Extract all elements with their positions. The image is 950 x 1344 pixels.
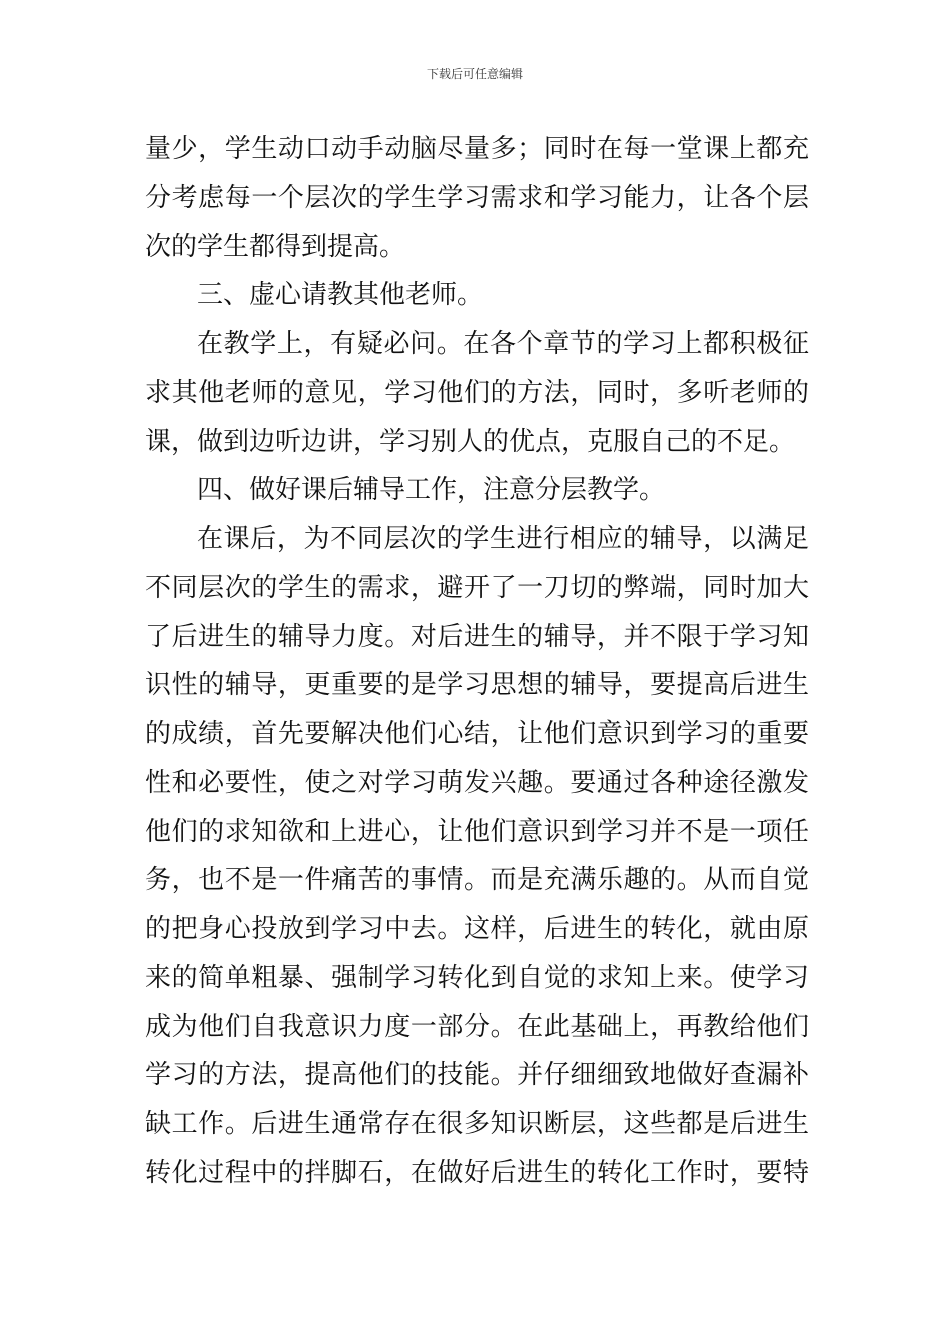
text-line: 三、虚心请教其他老师。 <box>197 280 484 311</box>
page-header: 下载后可任意编辑 <box>426 67 523 81</box>
text-line: 次的学生都得到提高。 <box>145 231 406 262</box>
text-line: 的成绩，首先要解决他们心结，让他们意识到学习的重要 <box>145 719 809 749</box>
text-line: 务，也不是一件痛苦的事情。而是充满乐趣的。从而自觉 <box>145 865 809 896</box>
text-line: 求其他老师的意见，学习他们的方法，同时，多听老师的 <box>145 377 809 408</box>
text-line: 识性的辅导，更重要的是学习思想的辅导，要提高后进生 <box>145 670 809 701</box>
text-line: 缺工作。后进生通常存在很多知识断层，这些都是后进生 <box>145 1109 809 1139</box>
text-line: 在课后，为不同层次的学生进行相应的辅导，以满足 <box>197 524 809 554</box>
text-line: 他们的求知欲和上进心，让他们意识到学习并不是一项任 <box>145 816 809 847</box>
text-line: 的把身心投放到学习中去。这样，后进生的转化，就由原 <box>145 914 809 944</box>
text-line: 了后进生的辅导力度。对后进生的辅导，并不限于学习知 <box>145 621 809 652</box>
text-line: 转化过程中的拌脚石，在做好后进生的转化工作时，要特 <box>145 1157 809 1188</box>
text-line: 来的简单粗暴、强制学习转化到自觉的求知上来。使学习 <box>145 962 809 993</box>
text-line: 量少，学生动口动手动脑尽量多；同时在每一堂课上都充 <box>145 134 809 164</box>
text-line: 在教学上，有疑必问。在各个章节的学习上都积极征 <box>197 329 809 359</box>
text-line: 分考虑每一个层次的学生学习需求和学习能力，让各个层 <box>145 182 809 213</box>
document-body <box>145 125 809 1198</box>
text-line: 学习的方法，提高他们的技能。并仔细细致地做好查漏补 <box>145 1060 809 1091</box>
text-line: 性和必要性，使之对学习萌发兴趣。要通过各种途径激发 <box>145 767 809 798</box>
text-line: 成为他们自我意识力度一部分。在此基础上，再教给他们 <box>145 1011 809 1042</box>
text-line: 四、做好课后辅导工作，注意分层教学。 <box>197 475 666 506</box>
text-line: 课，做到边听边讲，学习别人的优点，克服自己的不足。 <box>145 426 796 457</box>
text-line: 不同层次的学生的需求，避开了一刀切的弊端，同时加大 <box>145 572 809 603</box>
